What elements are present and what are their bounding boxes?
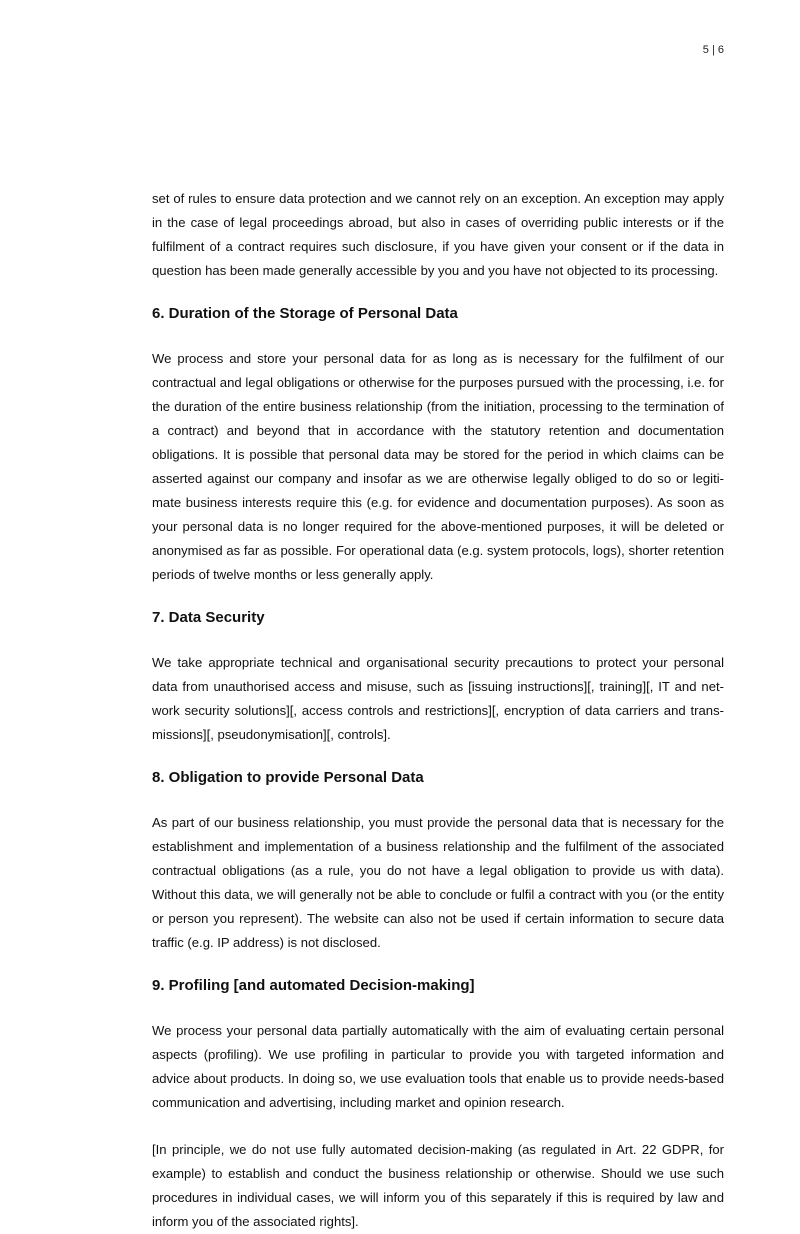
section-obligation	[152, 766, 724, 955]
section-profiling	[152, 974, 724, 1234]
section-paragraph: We process and store your personal data for as long as is necessary for the fulfilment of our contractual and legal obligations or otherwise for the purposes pursued with the processing, i.e. for the duration of the entire business relationship (from the initiation, processing to the termination of a contract) and beyond that in accordance with the statutory retention and documentation obligations. It is possible that personal data may be stored for the period in which claims can be asserted against our company and insofar as we are otherwise legally obliged to do so or legitimate business interests require this (e.g. for evidence and documentation purposes). As soon as your personal data is no longer required for the above-mentioned purposes, it will be deleted or anonymised as far as possible. For operational data (e.g. system protocols, logs), shorter retention periods of twelve months or less generally apply.	[152, 351, 724, 582]
document-body	[152, 187, 724, 1234]
section-heading: 8. Obligation to provide Personal Data	[152, 769, 424, 786]
section-heading: 6. Duration of the Storage of Personal Data	[152, 305, 458, 322]
page-number: 5 | 6	[702, 44, 724, 56]
section-storage-duration	[152, 302, 724, 587]
section-paragraph: As part of our business relationship, you must provide the personal data that is necessary for the establishment and implementation of a business relationship and the fulfilment of the associated contractual obligations (as a rule, you do not have a legal obligation to provide us with data). Without this data, we will generally not be able to conclude or fulfil a contract with you (or the entity or person you represent). The website can also not be used if certain information to secure data traffic (e.g. IP address) is not disclosed.	[152, 815, 724, 950]
section-paragraph: We process your personal data partially automatically with the aim of evaluating certain personal aspects (profiling). We use profiling in particular to provide you with targeted information and advice about products. In doing so, we use evaluation tools that enable us to provide needs-based communication and advertising, including market and opinion research.	[152, 1023, 724, 1110]
section-heading: 9. Profiling [and automated Decision-making]	[152, 977, 475, 994]
section-paragraph: [In principle, we do not use fully automated decision-making (as regulated in Art. 22 GDPR, for example) to establish and conduct the business relationship or otherwise. Should we use such procedures in individual cases, we will inform you of this separately if this is required by law and inform you of the associated rights].	[152, 1142, 724, 1229]
intro-paragraph: set of rules to ensure data protection and we cannot rely on an exception. An exception may apply in the case of legal proceedings abroad, but also in cases of overriding public interests or if the fulfilment of a contract requires such disclosure, if you have given your consent or if the data in question has been made generally accessible by you and you have not objected to its processing.	[152, 191, 724, 278]
section-paragraph: We take appropriate technical and organisational security precautions to protect your personal data from unauthorised access and misuse, such as [issuing instructions][, training][, IT and network security solutions][, access controls and restrictions][, encryption of data carriers and transmissions][, pseudonymisation][, controls].	[152, 655, 724, 742]
section-data-security	[152, 606, 724, 747]
section-heading: 7. Data Security	[152, 609, 265, 626]
